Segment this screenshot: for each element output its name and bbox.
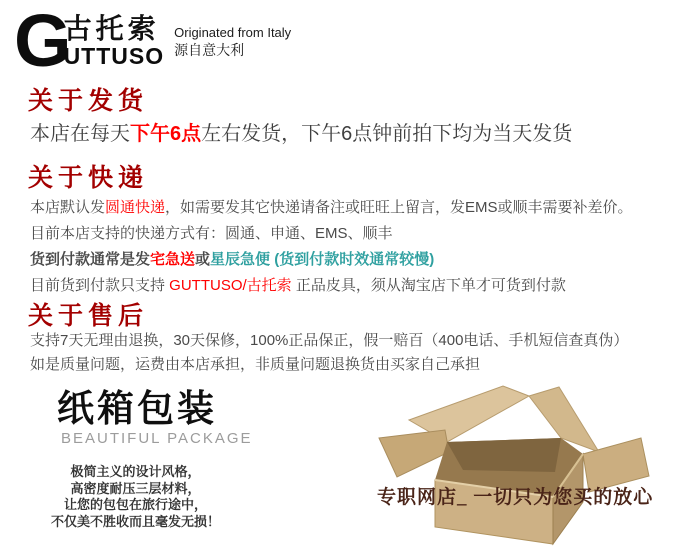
express-line-1-red: 圆通快递: [105, 199, 166, 216]
express-line-3-red: 宅急送: [150, 251, 196, 268]
shipping-line-pre: 本店在每天: [30, 123, 130, 145]
shipping-line-highlight: 下午6点: [130, 123, 202, 145]
carton-box-svg: [345, 380, 675, 548]
express-line-3-teal: 星辰急便: [210, 251, 271, 268]
shipping-line-post: 左右发货，下午6点钟前拍下均为当天发货: [201, 123, 573, 145]
brand-name-stack: [64, 14, 165, 68]
brand-tagline-en: Originated from Italy: [174, 25, 292, 40]
express-line-1-pre: 本店默认发: [30, 199, 106, 216]
brand-logo: [14, 0, 292, 82]
express-line-3-pre: 货到付款通常是发: [30, 251, 151, 268]
express-line-1: [30, 196, 633, 217]
express-line-3-teal-note: (货到付款时效通常较慢): [270, 251, 435, 268]
package-title-en: BEAUTIFUL PACKAGE: [61, 430, 253, 447]
brand-name-latin: UTTUSO: [63, 43, 165, 69]
brand-tagline: [174, 24, 291, 60]
brand-tagline-cn: 源自意大利: [174, 42, 245, 58]
brand-name-chinese: 古托索: [63, 12, 160, 45]
express-line-4-post: 正品皮具，须从淘宝店下单才可货到付款: [291, 277, 566, 294]
section-title-shipping: 关于发货: [28, 87, 149, 115]
poem-line-1: 极简主义的设计风格，: [70, 464, 201, 479]
poem-line-4: 不仅美不胜收而且毫发无损！: [50, 513, 220, 529]
express-line-3: [30, 248, 434, 269]
poem-line-2: 高密度耐压三层材料，: [70, 480, 201, 496]
carton-box-image: [345, 380, 675, 548]
section-title-aftersale: 关于售后: [28, 302, 149, 330]
express-line-4-pre: 目前货到付款只支持: [30, 277, 170, 294]
section-title-express: 关于快递: [28, 164, 149, 192]
express-line-4: [30, 274, 566, 295]
package-slogan: 专职网店_ 一切只为您买的放心: [377, 487, 654, 508]
express-line-4-red: GUTTUSO/古托索: [169, 277, 292, 294]
package-poem: [33, 464, 238, 530]
express-line-2: 目前本店支持的快递方式有：圆通、申通、EMS、顺丰: [30, 225, 393, 242]
express-line-3-mid: 或: [195, 251, 211, 268]
shipping-line: [30, 117, 572, 146]
poem-line-3: 让您的包包在旅行途中，: [63, 497, 207, 512]
express-line-1-post: ，如需要发其它快递请备注或旺旺上留言，发EMS或顺丰需要补差价。: [165, 199, 633, 216]
aftersale-line-1: 支持7天无理由退换，30天保修，100%正品保正，假一赔百（400电话、手机短信查真伪）: [30, 332, 629, 349]
package-title-cn: 纸箱包装: [57, 388, 217, 429]
brand-initial: G: [14, 0, 70, 82]
aftersale-line-2: 如是质量问题，运费由本店承担，非质量问题退换货由买家自己承担: [30, 356, 481, 373]
